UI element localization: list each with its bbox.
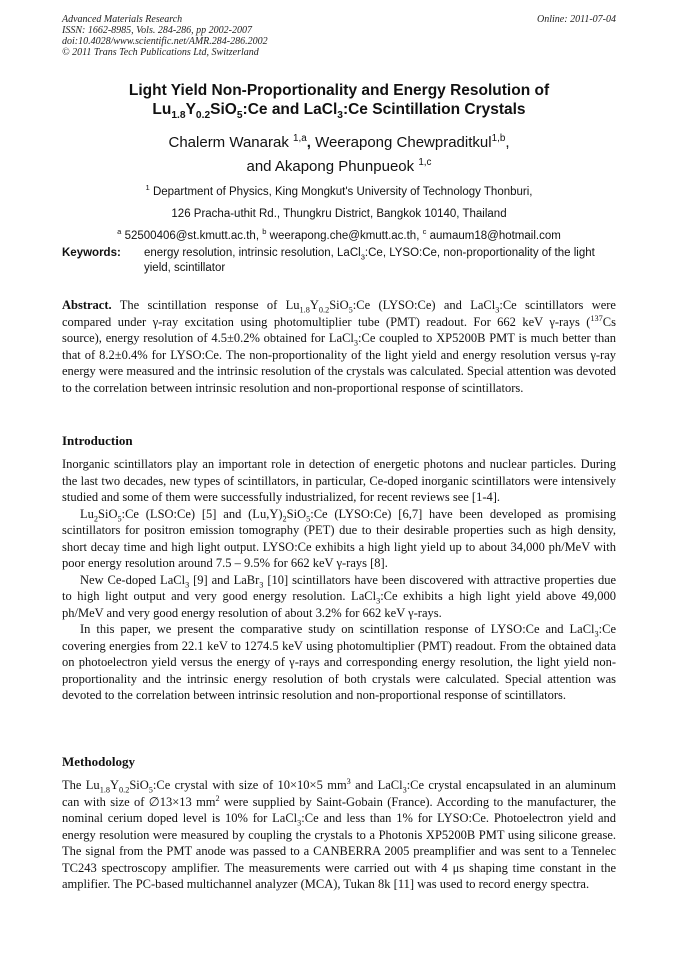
author-name: Chalerm Wanarak bbox=[168, 134, 289, 151]
author-name: and Akapong Phunpueok bbox=[246, 158, 415, 175]
methodology bbox=[62, 777, 616, 893]
author-list bbox=[62, 131, 616, 179]
affiliation-emails: $^a$ 52500406@st.kmutt.ac.th, $^b$ weerapong.che@kmutt.ac.th, $^c$ aumaum18@hotmail.com bbox=[117, 227, 561, 242]
section-heading-introduction: Introduction bbox=[62, 433, 133, 448]
affiliations bbox=[62, 181, 616, 247]
keywords bbox=[62, 246, 616, 276]
keywords-text: energy resolution, intrinsic resolution, LaCl$_3$:Ce, LYSO:Ce, non-proportionality of the light yield, scintillator bbox=[144, 247, 595, 274]
paper-title bbox=[62, 81, 616, 122]
abstract-label: Abstract. bbox=[62, 298, 112, 312]
introduction bbox=[62, 456, 616, 704]
paragraph: New Ce-doped LaCl$_3$ [9] and LaBr$_3$ [10] scintillators have been discovered with attractive properties due to high light output and very good energy resolution. LaCl$_3$:Ce exhibits a high light yield above 49,000 ph/MeV and very good energy resolution of about 3.2% for 662 keV γ-rays. bbox=[62, 572, 616, 620]
running-header bbox=[62, 14, 616, 58]
keywords-label: Keywords: bbox=[62, 247, 121, 259]
email-link[interactable]: 52500406@st.kmutt.ac.th, bbox=[124, 230, 260, 242]
title-line-2: $Lu_{1.8}Y_{0.2}SiO_5:Ce$ and LaCl$_3$:Ce Scintillation Crystals bbox=[152, 101, 526, 122]
online-date: Online: 2011-07-04 bbox=[537, 14, 616, 25]
abstract-text: Abstract. The scintillation response of $Lu_{1.8}Y_{0.2}SiO_5:Ce$ (LYSO:Ce) and LaCl$_3$:Ce scintillators were compared under γ-ray excitation using photomultiplier tube (PMT) readout. For 662 keV γ-rays ($^{137}$Cs source), energy resolution of 4.5±0.2% obtained for LaCl$_3$:Ce coupled to XP5200B PMT is much better than that of 8.2±0.4% for LYSO:Ce. The non-proportionality of the light yield and energy resolution versus γ-ray energy were measured and the intrinsic resolution of the crystals was calculated. Special attention was devoted to the correlation between intrinsic resolution and non-proportional response of scintillators. bbox=[62, 298, 617, 395]
affiliation-dept: $^1$ Department of Physics, King Mongkut's University of Technology Thonburi, bbox=[145, 183, 533, 198]
author-name: Weerapong Chewpraditkul bbox=[315, 134, 492, 151]
section-heading-methodology: Methodology bbox=[62, 754, 135, 769]
paragraph: The $Lu_{1.8}Y_{0.2}SiO_5:Ce$ crystal with size of 10×10×5 $mm^3$ and LaCl$_3$:Ce crystal encapsulated in an aluminum can with size of ∅13×13 $mm^2$ were supplied by Saint-Gobain (France). According to the manufacturer, the nominal cerium doped level is 10% for LaCl$_3$:Ce and less than 1% for LYSO:Ce. Photoelectron yield and energy resolution were measured by coupling the crystals to a Photonis XP5200B PMT using silicone grease. The signal from the PMT anode was passed to a CANBERRA 2005 preamplifier and was sent to a Tennelec TC243 spectroscopy amplifier. The measurements were carried out with 4 μs shaping time constant in the amplifier. The PC-based multichannel analyzer (MCA), Tukan 8k [11] was used to record energy spectra. bbox=[62, 776, 616, 891]
paragraph: Inorganic scintillators play an important role in detection of energetic photons and nuclear particles. During the last two decades, new types of scintillators, in particular, Ce-doped inorganic scintillators were intensively studied and some of them were successfully industrialized, for recent reviews see [1-4]. bbox=[62, 457, 616, 504]
journal-name: Advanced Materials Research bbox=[62, 14, 183, 25]
title-line-1: Light Yield Non-Proportionality and Energy Resolution of bbox=[128, 82, 550, 99]
abstract bbox=[62, 297, 616, 396]
email-link[interactable]: weerapong.che@kmutt.ac.th, bbox=[269, 230, 420, 242]
doi-line: doi:10.4028/www.scientific.net/AMR.284-286.2002 bbox=[62, 36, 268, 47]
affiliation-address: 126 Pracha-uthit Rd., Thungkru District, Bangkok 10140, Thailand bbox=[171, 208, 507, 220]
authors-line-1: Chalerm Wanarak $^{1,a}$, Weerapong Chewpraditkul$^{1,b}$, bbox=[168, 133, 510, 151]
authors-line-2: and Akapong Phunpueok $^{1,c}$ bbox=[246, 157, 432, 175]
email-link[interactable]: aumaum18@hotmail.com bbox=[429, 230, 561, 242]
issn-line: ISSN: 1662-8985, Vols. 284-286, pp 2002-2007 bbox=[62, 25, 252, 36]
paragraph: In this paper, we present the comparative study on scintillation response of LYSO:Ce and LaCl$_3$:Ce covering energies from 22.1 keV to 1274.5 keV using photomultiplier (PMT) readout. From the obtained data on photoelectron yield versus the energy of γ-rays and corresponding energy resolution, the light yield non-proportionality and the intrinsic energy resolution of both crystals were calculated. Special attention was devoted to the correlation between intrinsic resolution and non-proportional response of scintillators. bbox=[62, 622, 616, 702]
paragraph: $Lu_2SiO_5:Ce$ (LSO:Ce) [5] and $(Lu,Y)_2SiO_5:Ce$ (LYSO:Ce) [6,7] have been developed as promising scintillators for positron emission tomography (PET) due to their desirable properties such as high density, short decay time and high light output. LYSO:Ce exhibits a high light yield up to about 34,000 ph/MeV with poor energy resolution around 7.5 – 9.5% for 662 keV γ-rays [8]. bbox=[62, 506, 616, 570]
copyright-line: © 2011 Trans Tech Publications Ltd, Switzerland bbox=[62, 47, 259, 58]
